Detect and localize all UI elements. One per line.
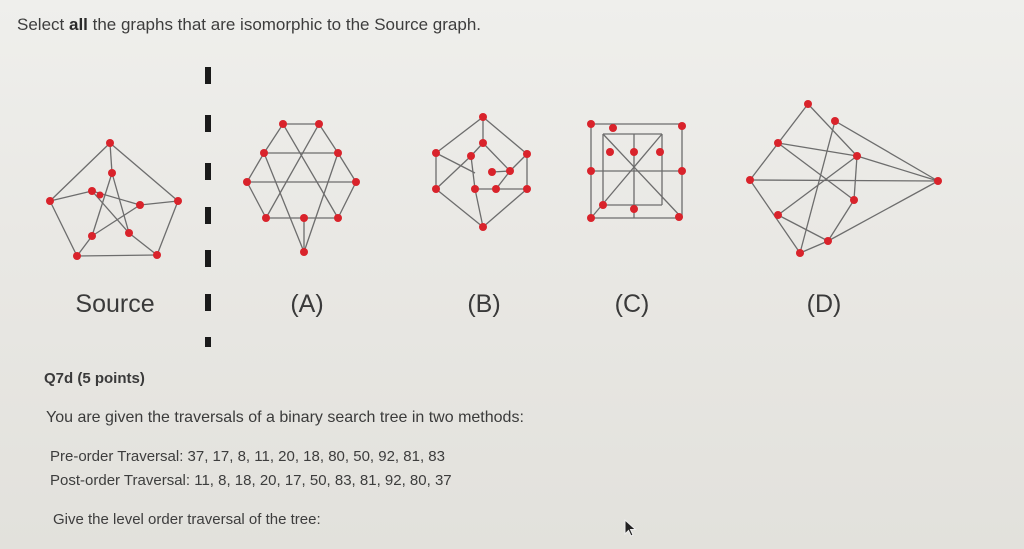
graph-d-vertices	[746, 100, 942, 257]
question-text: You are given the traversals of a binary search tree in two methods:	[46, 409, 524, 426]
graph-a-edges	[247, 124, 356, 252]
postorder-traversal: Post-order Traversal: 11, 8, 18, 20, 17, 50, 83, 81, 92, 80, 37	[50, 472, 452, 489]
graph-d-label: (D)	[806, 290, 842, 318]
preorder-traversal: Pre-order Traversal: 37, 17, 8, 11, 20, 18, 80, 50, 92, 81, 83	[50, 448, 445, 465]
graph-b-label: (B)	[467, 290, 501, 318]
source-edges	[50, 143, 178, 256]
graph-d	[740, 100, 945, 260]
graph-a-label: (A)	[290, 290, 324, 318]
graph-b	[425, 110, 540, 235]
source-label: Source	[75, 290, 155, 318]
question-prompt: Give the level order traversal of the tree:	[53, 511, 321, 528]
graph-d-edges	[750, 104, 938, 253]
graph-a	[240, 115, 365, 260]
mouse-pointer-icon	[624, 519, 638, 537]
graph-b-vertices	[432, 113, 531, 231]
graph-c-label: (C)	[614, 290, 650, 318]
instruction-text: Select all the graphs that are isomorphic to the Source graph.	[17, 15, 482, 34]
graph-c	[580, 115, 690, 225]
graph-a-vertices	[243, 120, 360, 256]
question-title: Q7d (5 points)	[44, 370, 145, 387]
source-graph	[40, 130, 190, 265]
